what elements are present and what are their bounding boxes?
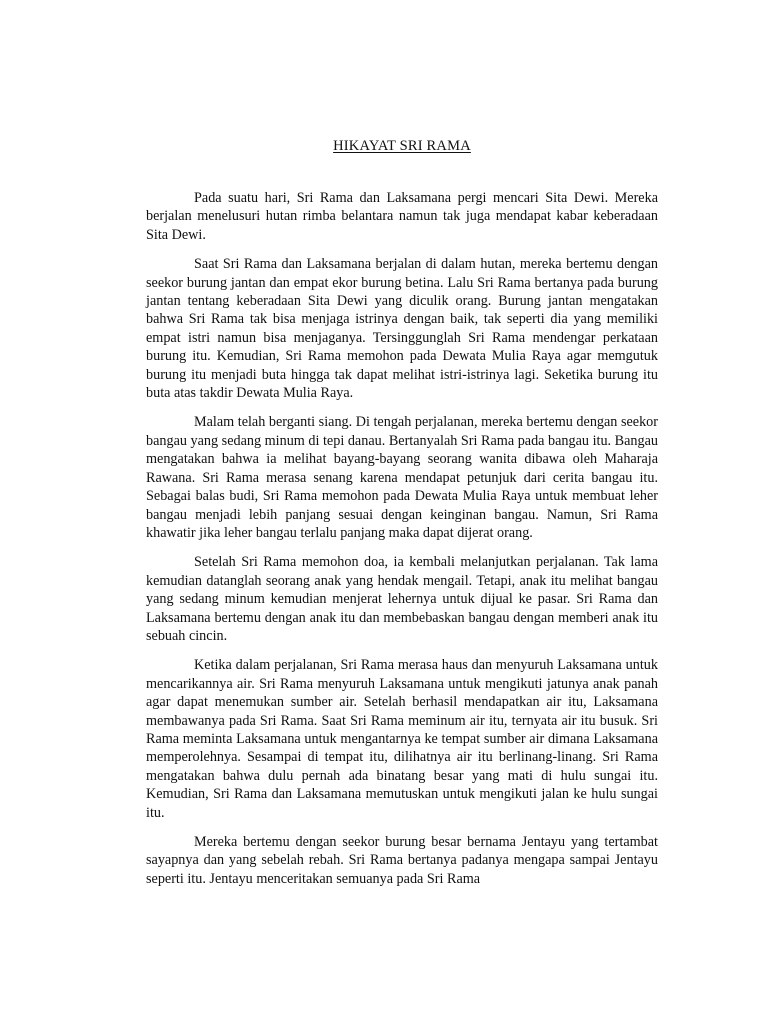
paragraph-3: Malam telah berganti siang. Di tengah perjalanan, mereka bertemu dengan seekor bangau yang sedang minum di tepi danau. Bertanyalah Sri Rama pada bangau itu. Bangau mengatakan bahwa ia melihat bayang-bayang seorang wanita dibawa oleh Maharaja Rawana. Sri Rama merasa senang karena mendapat petunjuk dari cerita bangau itu. Sebagai balas budi, Sri Rama memohon pada Dewata Mulia Raya untuk membuat leher bangau menjadi lebih panjang sesuai dengan keinginan bangau. Namun, Sri Rama khawatir jika leher bangau terlalu panjang maka dapat dijerat orang. — [146, 414, 658, 541]
paragraph-4: Setelah Sri Rama memohon doa, ia kembali melanjutkan perjalanan. Tak lama kemudian datanglah seorang anak yang hendak mengail. Tetapi, anak itu melihat bangau yang sedang minum kemudian menjerat lehernya untuk dijual ke pasar. Sri Rama dan Laksamana bertemu dengan anak itu dan membebaskan bangau dengan memberi anak itu sebuah cincin. — [146, 554, 658, 644]
document-page — [146, 138, 658, 899]
paragraph-5: Ketika dalam perjalanan, Sri Rama merasa haus dan menyuruh Laksamana untuk mencarikannya air. Sri Rama menyuruh Laksamana untuk mengikuti jatunya anak panah agar dapat menemukan sumber air. Setelah berhasil mendapatkan air itu, Laksamana membawanya pada Sri Rama. Saat Sri Rama meminum air itu, ternyata air itu busuk. Sri Rama meminta Laksamana untuk mengantarnya ke tempat sumber air dimana Laksamana memperolehnya. Sesampai di tempat itu, dilihatnya air itu berlinang-linang. Sri Rama mengatakan bahwa dulu pernah ada binatang besar yang mati di hulu sungai itu. Kemudian, Sri Rama dan Laksamana memutuskan untuk mengikuti jalan ke hulu sungai itu. — [146, 657, 658, 821]
paragraph-6: Mereka bertemu dengan seekor burung besar bernama Jentayu yang tertambat sayapnya dan yang sebelah rebah. Sri Rama bertanya padanya mengapa sampai Jentayu seperti itu. Jentayu menceritakan semuanya pada Sri Rama — [146, 834, 658, 887]
paragraph-2: Saat Sri Rama dan Laksamana berjalan di dalam hutan, mereka bertemu dengan seekor burung jantan dan empat ekor burung betina. Lalu Sri Rama bertanya pada burung jantan tentang keberadaan Sita Dewi yang diculik orang. Burung jantan mengatakan bahwa Sri Rama tak bisa menjaga istrinya dengan baik, tak seperti dia yang memiliki empat istri namun bisa menjaganya. Tersinggunglah Sri Rama mendengar perkataan burung itu. Kemudian, Sri Rama memohon pada Dewata Mulia Raya agar memgutuk burung itu menjadi buta hingga tak dapat melihat istri-istrinya lagi. Seketika burung itu buta atas takdir Dewata Mulia Raya. — [146, 256, 658, 402]
document-title: HIKAYAT SRI RAMA — [333, 138, 471, 154]
paragraph-1: Pada suatu hari, Sri Rama dan Laksamana pergi mencari Sita Dewi. Mereka berjalan menelusuri hutan rimba belantara namun tak juga mendapat kabar keberadaan Sita Dewi. — [146, 190, 658, 243]
